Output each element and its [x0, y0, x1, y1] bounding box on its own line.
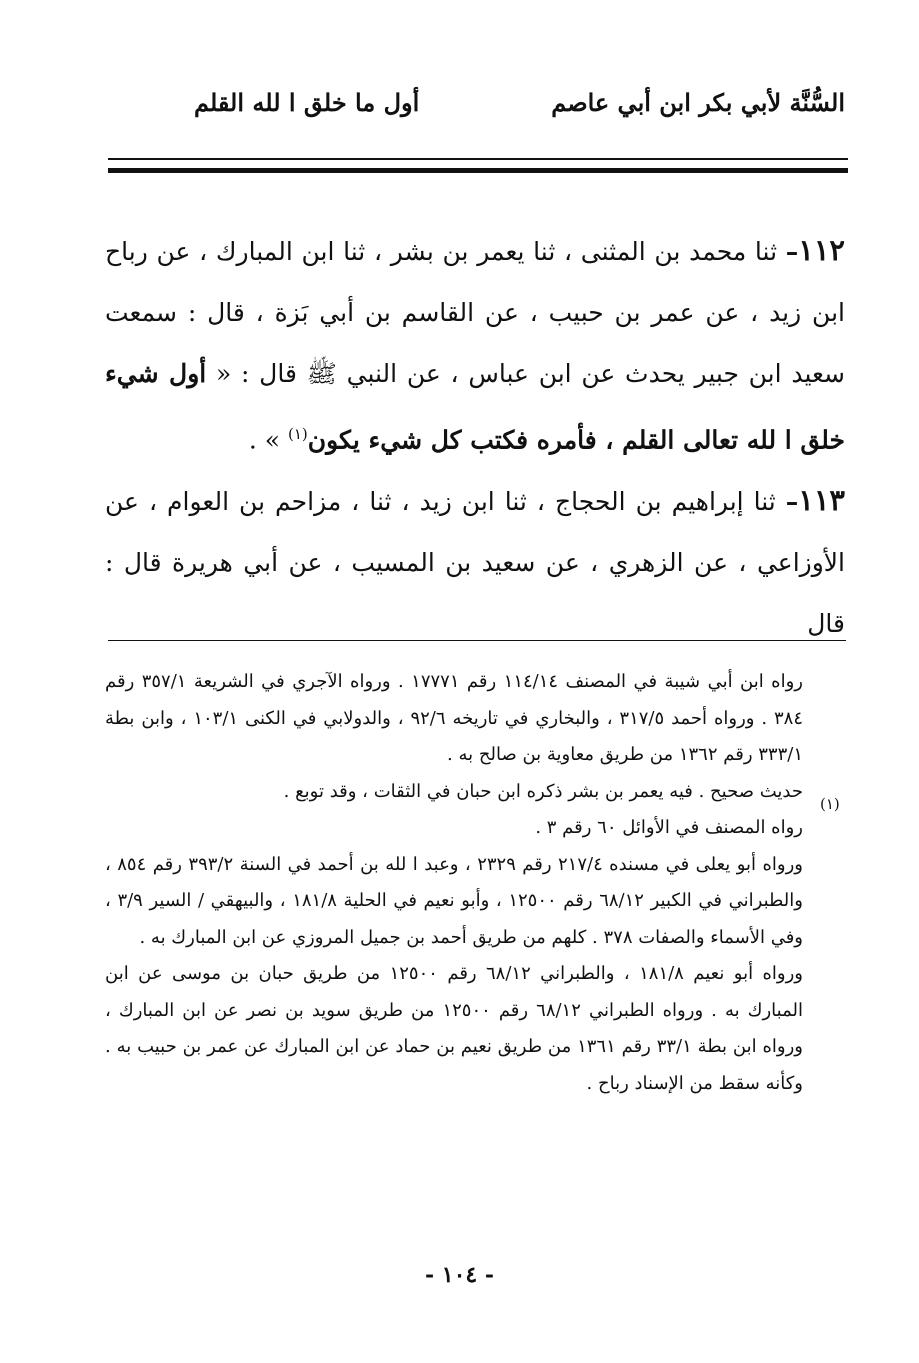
hadith-number: ١١٢ [798, 233, 845, 267]
footnote-paragraph: ورواه أبو يعلى في مسنده ٢١٧/٤ رقم ٢٣٢٩ ، وعبد ا لله بن أحمد في السنة ٣٩٣/٢ رقم ٨٥٤ ، والطبراني في الكبير ٦٨/١٢ رقم ١٢٥٠٠ ، وأبو نعيم في الحلية ١٨١/٨ ، والبيهقي / السير ٣/٩ ، وفي الأسماء والصفات ٣٧٨ . كلهم من طريق أحمد بن جميل المروزي عن ابن المبارك به . [105, 853, 803, 948]
footnote-divider [108, 640, 846, 641]
header-divider-thick [108, 168, 848, 173]
hadith-dash: – [785, 487, 799, 517]
footnote-paragraph: رواه ابن أبي شيبة في المصنف ١١٤/١٤ رقم ١٧٧٧١ . ورواه الآجري في الشريعة ٣٥٧/١ رقم ٣٨٤ . ورواه أحمد ٣١٧/٥ ، والبخاري في تاريخه ٩٢/٦ ، والدولابي في الكنى ١٠٣/١ ، وابن بطة ٣٣٣/١ رقم ١٣٦٢ من طريق معاوية بن صالح به . [105, 671, 803, 765]
footnote-marker: (١) [820, 795, 840, 813]
hadith-number: ١١٣ [798, 483, 845, 518]
hadith-dash: – [785, 237, 799, 266]
footnote-paragraph: رواه المصنف في الأوائل ٦٠ رقم ٣ . [535, 817, 803, 838]
page-number: - ١٠٤ - [424, 1262, 495, 1288]
hadith-chain: ثنا إبراهيم بن الحجاج ، ثنا ابن زيد ، ثنا ، مزاحم بن العوام ، عن الأوزاعي ، عن الزهري ، عن سعيد بن المسيب ، عن أبي هريرة قال : قال [105, 487, 845, 639]
footnote-paragraph: ورواه أبو نعيم ١٨١/٨ ، والطبراني ٦٨/١٢ رقم ١٢٥٠٠ من طريق حبان بن موسى عن ابن المبارك به . ورواه الطبراني ٦٨/١٢ رقم ١٢٥٠٠ من طريق سويد بن نصر عن ابن المبارك ، ورواه ابن بطة ٣٣/١ رقم ١٣٦١ من طريق نعيم بن حماد عن ابن المبارك عن عمر بن حبيب به . وكأنه سقط من الإسناد رباح . [105, 963, 803, 1094]
hadith-matn: أول شيء خلق ا لله تعالى القلم ، فأمره فكتب كل شيء يكون [105, 359, 845, 455]
footnote-ref[interactable]: (١) [287, 425, 308, 443]
main-text [105, 220, 845, 654]
hadith-end: » . [248, 425, 288, 455]
header-divider-thin [108, 158, 848, 160]
hadith-113 [105, 470, 845, 654]
hadith-chain: ثنا محمد بن المثنى ، ثنا يعمر بن بشر ، ثنا ابن المبارك ، عن رباح ابن زيد ، عن عمر بن حبيب ، عن القاسم بن أبي بَزة ، قال : سمعت سعيد ابن جبير يحدث عن ابن عباس ، عن النبي ﷺ قال : « [105, 237, 845, 388]
footnote [105, 664, 803, 1102]
footnote-paragraph: حديث صحيح . فيه يعمر بن بشر ذكره ابن حبان في الثقات ، وقد توبع . [283, 780, 803, 802]
book-title: السُّنَّة لأبي بكر ابن أبي عاصم [551, 88, 845, 117]
chapter-title: أول ما خلق ا لله القلم [194, 88, 420, 117]
hadith-112 [105, 220, 845, 470]
